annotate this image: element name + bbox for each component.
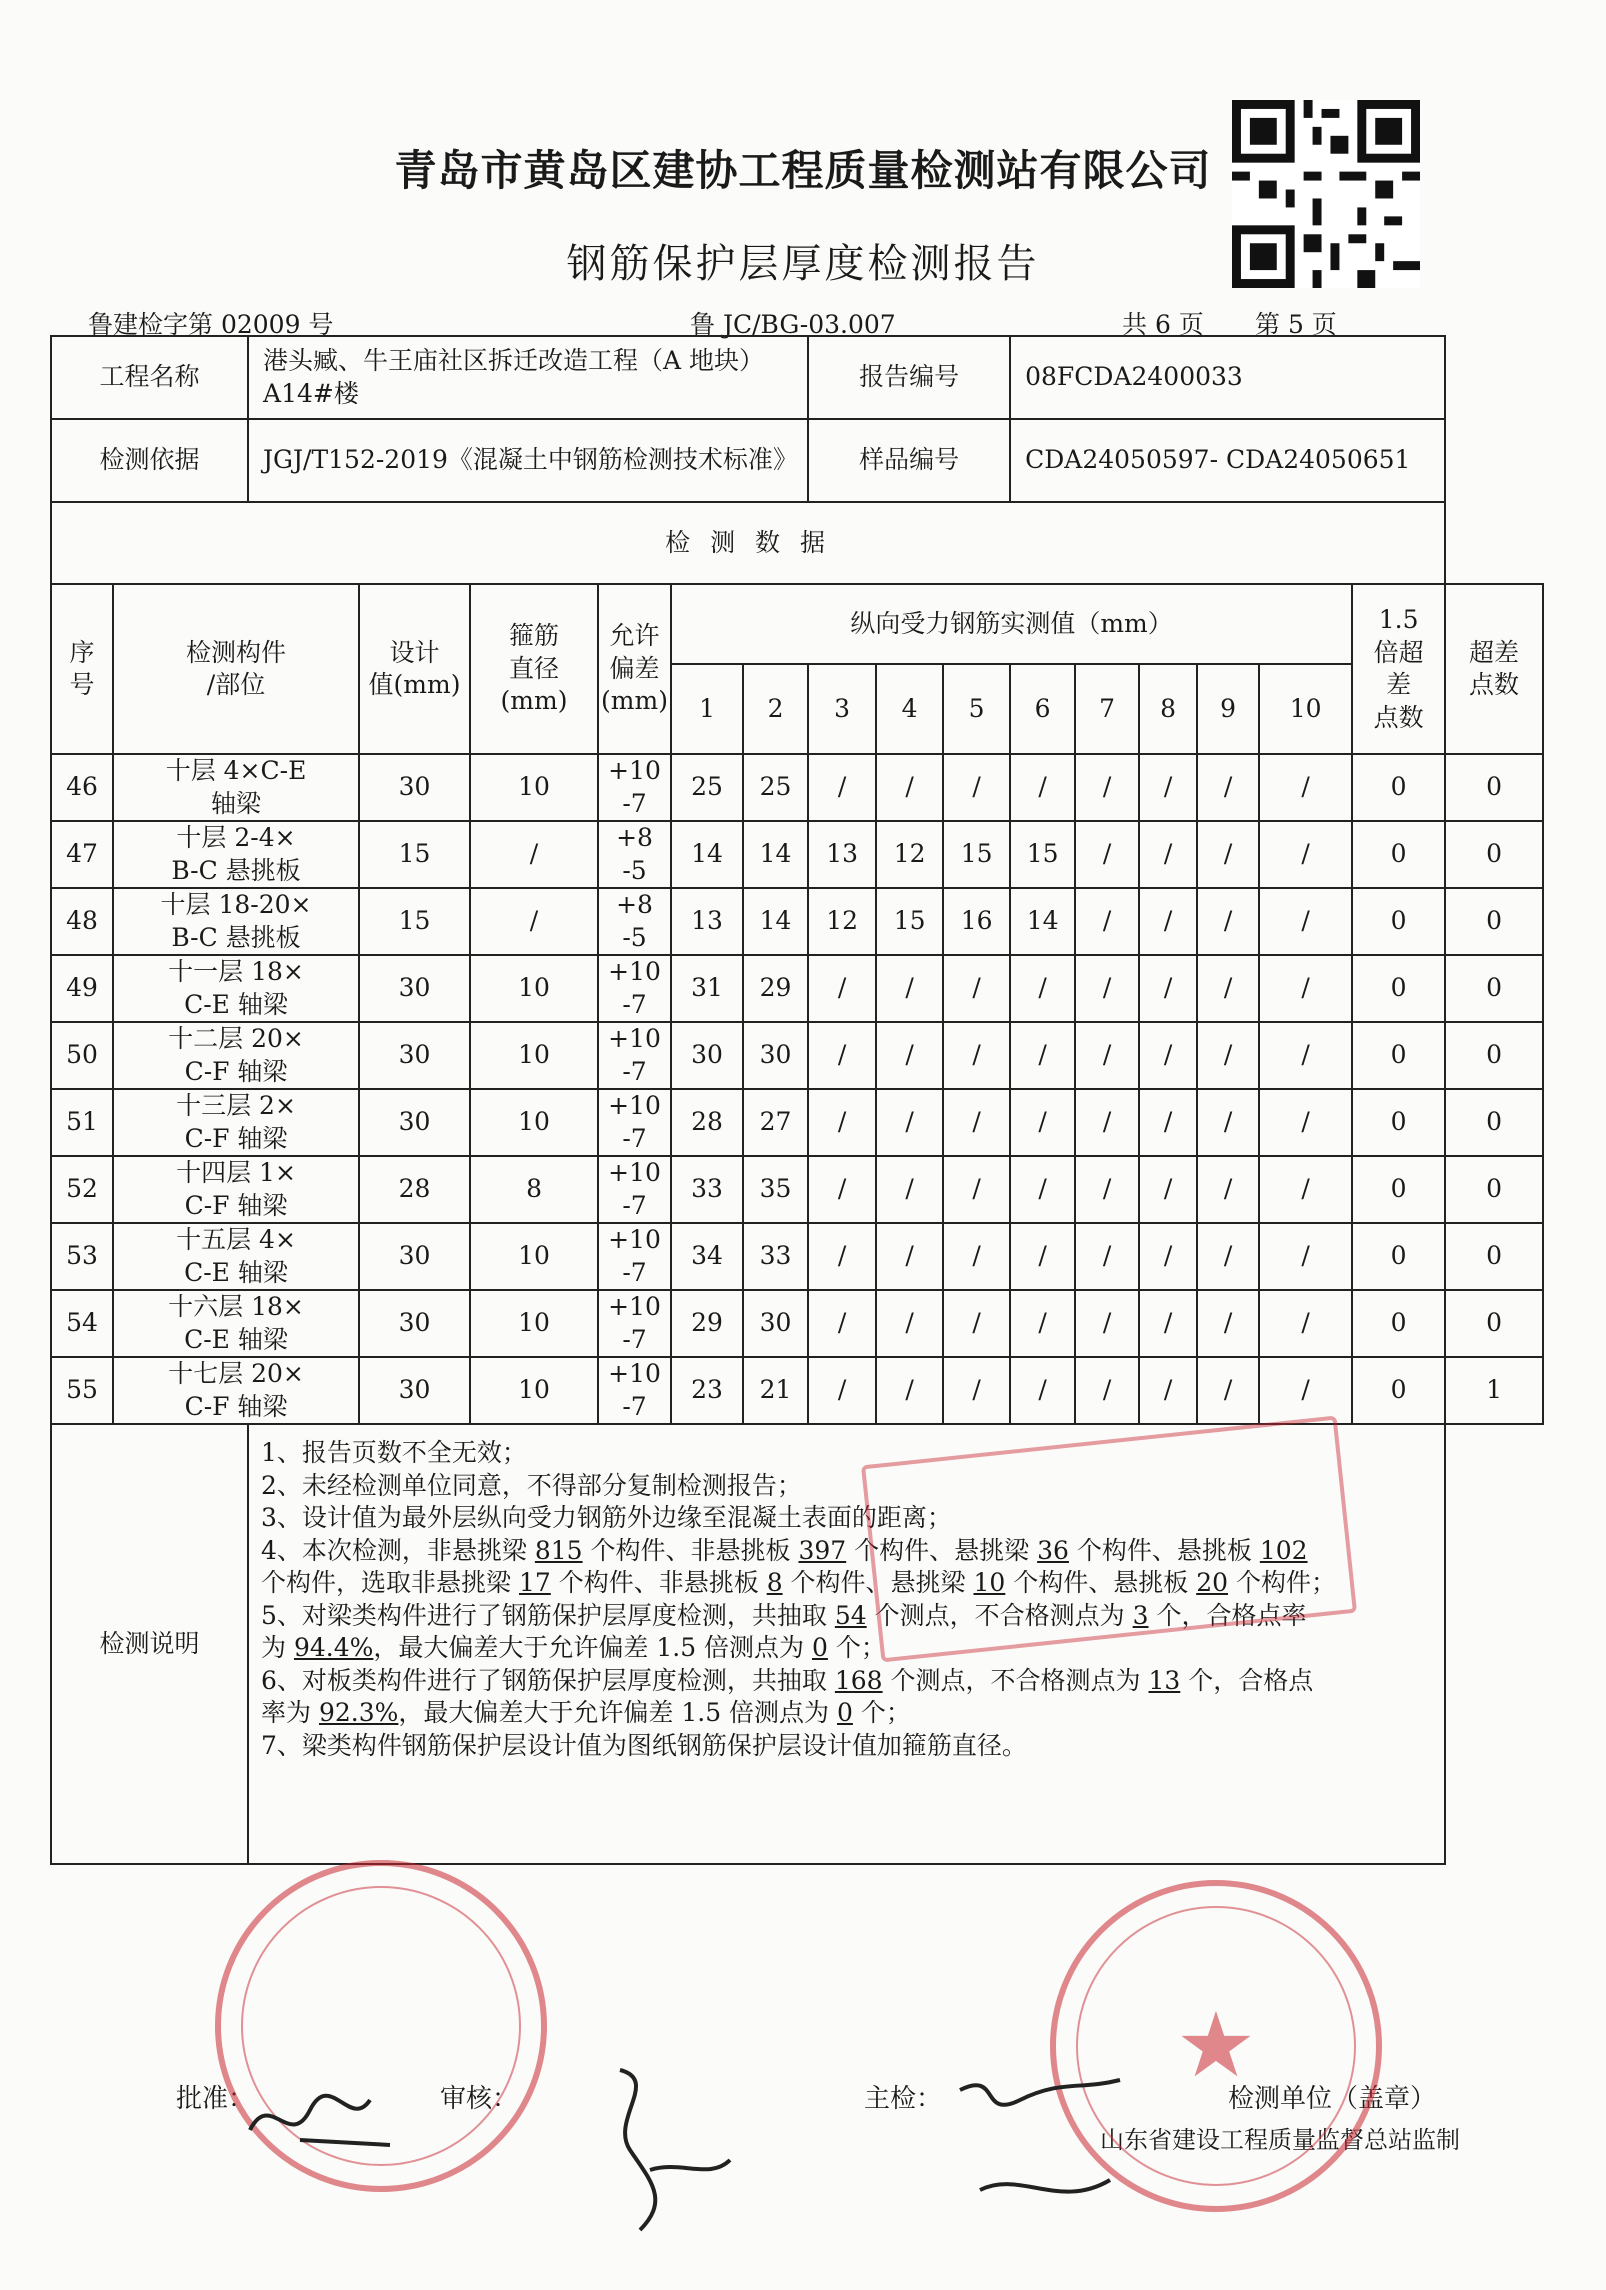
cell-measured: 30 (671, 1022, 743, 1089)
project-row (51, 336, 1543, 419)
cell-tolerance: +10 -7 (598, 1357, 671, 1424)
project-value: 港头臧、牛王庙社区拆迁改造工程（A 地块）A14#楼 (248, 336, 808, 419)
report-no-label: 报告编号 (808, 336, 1010, 419)
cell-measured: / (1010, 1022, 1075, 1089)
cell-seq: 54 (51, 1290, 113, 1357)
page-total: 共 6 页 (1122, 310, 1204, 339)
note-6: 6、对板类构件进行了钢筋保护层厚度检测，共抽取 168 个测点，不合格测点为 13 个，合格点 (261, 1665, 1314, 1695)
cell-measured: 25 (743, 754, 808, 821)
cell-measured: 14 (671, 821, 743, 888)
basis-row (51, 419, 1543, 502)
cell-member: 十三层 2× C-F 轴梁 (113, 1089, 359, 1156)
cell-measured: / (1197, 1357, 1259, 1424)
cell-measured: / (1075, 955, 1139, 1022)
cell-measured: / (876, 1290, 943, 1357)
cell-stirrup: 10 (470, 1290, 598, 1357)
unit-label: 检测单位（盖章） (1228, 2084, 1437, 2114)
col-num: 2 (743, 664, 808, 754)
cell-measured: / (808, 1156, 876, 1223)
cell-member: 十二层 20× C-F 轴梁 (113, 1022, 359, 1089)
cell-measured: / (1259, 1357, 1352, 1424)
col-num: 10 (1259, 664, 1352, 754)
cell-measured: / (1139, 955, 1197, 1022)
cell-member: 十五层 4× C-E 轴梁 (113, 1223, 359, 1290)
cell-measured: 30 (743, 1290, 808, 1357)
cell-member: 十七层 20× C-F 轴梁 (113, 1357, 359, 1424)
cell-measured: / (1139, 1089, 1197, 1156)
cell-measured: / (1259, 1156, 1352, 1223)
basis-value: JGJ/T152-2019《混凝土中钢筋检测技术标准》 (248, 419, 808, 502)
cell-measured: / (943, 1089, 1010, 1156)
cell-over15: 0 (1352, 1022, 1445, 1089)
col-num: 5 (943, 664, 1010, 754)
section-title: 检 测 数 据 (51, 502, 1445, 584)
cell-tolerance: +10 -7 (598, 1089, 671, 1156)
cell-measured: / (1075, 1290, 1139, 1357)
cell-seq: 53 (51, 1223, 113, 1290)
note-5: 5、对梁类构件进行了钢筋保护层厚度检测，共抽取 54 个测点，不合格测点为 3 个，合格点率 (261, 1600, 1307, 1630)
cell-over15: 0 (1352, 1357, 1445, 1424)
cell-over15: 0 (1352, 1223, 1445, 1290)
cell-design: 30 (359, 1022, 470, 1089)
cell-stirrup: 10 (470, 1089, 598, 1156)
cell-stirrup: 10 (470, 754, 598, 821)
qr-code-icon (1232, 100, 1420, 288)
cell-measured: / (1010, 1156, 1075, 1223)
cell-measured: / (1259, 1089, 1352, 1156)
report-no-value: 08FCDA2400033 (1010, 336, 1445, 419)
table-row (51, 1357, 1543, 1424)
cell-measured: / (1010, 955, 1075, 1022)
cell-measured: / (1197, 754, 1259, 821)
cell-measured: / (1197, 955, 1259, 1022)
page-current: 第 5 页 (1255, 310, 1337, 339)
note-4b: 个构件，选取非悬挑梁 17 个构件、非悬挑板 8 个构件、悬挑梁 10 个构件、悬挑板 20 个构件； (261, 1568, 1336, 1597)
cell-measured: / (1259, 1022, 1352, 1089)
cell-stirrup: 10 (470, 1022, 598, 1089)
cell-over: 0 (1445, 821, 1543, 888)
cell-member: 十一层 18× C-E 轴梁 (113, 955, 359, 1022)
cell-measured: / (876, 1089, 943, 1156)
col-seq: 序 号 (51, 584, 113, 754)
checker-signature (940, 2060, 1140, 2220)
cell-over15: 0 (1352, 888, 1445, 955)
cell-member: 十六层 18× C-E 轴梁 (113, 1290, 359, 1357)
cell-member: 十层 4×C-E 轴梁 (113, 754, 359, 821)
cell-tolerance: +10 -7 (598, 1022, 671, 1089)
license-number: 鲁建检字第 02009 号 (88, 310, 334, 339)
cell-measured: / (1010, 1223, 1075, 1290)
cell-over: 0 (1445, 1022, 1543, 1089)
cell-design: 30 (359, 1223, 470, 1290)
approver-signature (240, 2070, 440, 2160)
col-stirrup: 箍筋 直径 (mm) (470, 584, 598, 754)
cell-design: 30 (359, 955, 470, 1022)
cell-measured: / (943, 754, 1010, 821)
cell-measured: / (1139, 1022, 1197, 1089)
cell-measured: / (1075, 1089, 1139, 1156)
cell-measured: / (1259, 1290, 1352, 1357)
cell-stirrup: / (470, 821, 598, 888)
table-row (51, 1156, 1543, 1223)
notes-label: 检测说明 (51, 1424, 248, 1864)
cell-measured: / (876, 955, 943, 1022)
col-measured: 纵向受力钢筋实测值（mm） (671, 584, 1352, 664)
cell-over: 0 (1445, 1290, 1543, 1357)
note-1: 1、报告页数不全无效； (261, 1438, 527, 1467)
cell-seq: 49 (51, 955, 113, 1022)
company-name: 青岛市黄岛区建协工程质量检测站有限公司 (394, 146, 1212, 195)
cell-measured: / (1075, 821, 1139, 888)
cell-design: 28 (359, 1156, 470, 1223)
cell-measured: 23 (671, 1357, 743, 1424)
review-label: 审核： (440, 2084, 519, 2114)
cell-seq: 46 (51, 754, 113, 821)
note-3: 3、设计值为最外层纵向受力钢筋外边缘至混凝土表面的距离； (261, 1503, 952, 1532)
cell-member: 十层 2-4× B-C 悬挑板 (113, 821, 359, 888)
cell-measured: / (1075, 754, 1139, 821)
table-row (51, 888, 1543, 955)
cell-measured: / (1197, 1089, 1259, 1156)
col-num: 7 (1075, 664, 1139, 754)
cell-measured: / (1075, 1223, 1139, 1290)
cell-design: 30 (359, 1089, 470, 1156)
col-over: 超差 点数 (1445, 584, 1543, 754)
cell-over15: 0 (1352, 754, 1445, 821)
sample-no-label: 样品编号 (808, 419, 1010, 502)
cell-design: 15 (359, 888, 470, 955)
cell-measured: / (1139, 754, 1197, 821)
cell-measured: / (1259, 1223, 1352, 1290)
cell-measured: / (1139, 1156, 1197, 1223)
cell-tolerance: +10 -7 (598, 754, 671, 821)
cell-design: 15 (359, 821, 470, 888)
cell-stirrup: 8 (470, 1156, 598, 1223)
cell-over: 0 (1445, 1156, 1543, 1223)
cell-measured: / (876, 1223, 943, 1290)
cell-tolerance: +10 -7 (598, 955, 671, 1022)
cell-measured: / (1259, 754, 1352, 821)
report-title: 钢筋保护层厚度检测报告 (566, 241, 1040, 287)
cell-seq: 51 (51, 1089, 113, 1156)
table-row (51, 821, 1543, 888)
table-row (51, 1089, 1543, 1156)
cell-measured: / (1010, 1357, 1075, 1424)
cell-measured: / (1010, 754, 1075, 821)
cell-measured: 25 (671, 754, 743, 821)
cell-measured: / (1197, 1022, 1259, 1089)
col-num: 9 (1197, 664, 1259, 754)
cell-over: 1 (1445, 1357, 1543, 1424)
cell-measured: / (943, 1223, 1010, 1290)
table-row (51, 1022, 1543, 1089)
cell-tolerance: +10 -7 (598, 1290, 671, 1357)
cell-measured: / (808, 1089, 876, 1156)
cell-tolerance: +8 -5 (598, 888, 671, 955)
cell-measured: / (1139, 821, 1197, 888)
cell-measured: 33 (671, 1156, 743, 1223)
project-label: 工程名称 (51, 336, 248, 419)
col-tolerance: 允许 偏差 (mm) (598, 584, 671, 754)
cell-measured: / (1259, 888, 1352, 955)
cell-measured: / (808, 1290, 876, 1357)
note-2: 2、未经检测单位同意，不得部分复制检测报告； (261, 1470, 802, 1500)
station-name: 山东省建设工程质量监督总站监制 (1100, 2126, 1460, 2154)
col-num: 4 (876, 664, 943, 754)
cell-over: 0 (1445, 888, 1543, 955)
cell-over15: 0 (1352, 1089, 1445, 1156)
note-6b: 率为 92.3%，最大偏差大于允许偏差 1.5 倍测点为 0 个； (261, 1698, 911, 1727)
cell-measured: / (1075, 888, 1139, 955)
table-row (51, 1223, 1543, 1290)
cell-measured: / (808, 1357, 876, 1424)
cell-measured: / (1139, 1290, 1197, 1357)
cell-measured: 31 (671, 955, 743, 1022)
col-design: 设计 值(mm) (359, 584, 470, 754)
cell-over: 0 (1445, 955, 1543, 1022)
cell-measured: / (876, 754, 943, 821)
col-num: 3 (808, 664, 876, 754)
cell-measured: / (1075, 1357, 1139, 1424)
cell-tolerance: +10 -7 (598, 1223, 671, 1290)
cell-measured: / (943, 1357, 1010, 1424)
cell-seq: 52 (51, 1156, 113, 1223)
cell-over15: 0 (1352, 1290, 1445, 1357)
document-code: 鲁 JC/BG-03.007 (690, 310, 896, 339)
reviewer-signature (590, 2060, 750, 2260)
approve-label: 批准： (176, 2084, 255, 2114)
cell-measured: 30 (743, 1022, 808, 1089)
cell-measured: / (1197, 1223, 1259, 1290)
cell-design: 30 (359, 754, 470, 821)
cell-measured: 29 (743, 955, 808, 1022)
cell-measured: 34 (671, 1223, 743, 1290)
cell-design: 30 (359, 1290, 470, 1357)
cell-measured: / (943, 955, 1010, 1022)
cell-measured: 15 (876, 888, 943, 955)
cell-measured: 35 (743, 1156, 808, 1223)
cell-measured: 33 (743, 1223, 808, 1290)
cell-measured: / (808, 1022, 876, 1089)
cell-stirrup: 10 (470, 1357, 598, 1424)
col-num: 1 (671, 664, 743, 754)
cell-member: 十四层 1× C-F 轴梁 (113, 1156, 359, 1223)
cell-measured: 21 (743, 1357, 808, 1424)
cell-measured: / (808, 1223, 876, 1290)
cell-measured: 14 (1010, 888, 1075, 955)
cell-member: 十层 18-20× B-C 悬挑板 (113, 888, 359, 955)
cell-seq: 55 (51, 1357, 113, 1424)
note-5b: 为 94.4%，最大偏差大于允许偏差 1.5 倍测点为 0 个； (261, 1633, 886, 1662)
cell-measured: / (1259, 955, 1352, 1022)
report-table (50, 335, 1544, 1865)
col-num: 8 (1139, 664, 1197, 754)
cell-measured: 13 (671, 888, 743, 955)
cell-measured: 14 (743, 888, 808, 955)
cell-measured: / (808, 754, 876, 821)
cell-measured: / (943, 1022, 1010, 1089)
table-row (51, 955, 1543, 1022)
cell-measured: 12 (808, 888, 876, 955)
basis-label: 检测依据 (51, 419, 248, 502)
cell-measured: 12 (876, 821, 943, 888)
col-num: 6 (1010, 664, 1075, 754)
table-row (51, 1290, 1543, 1357)
cell-stirrup: 10 (470, 1223, 598, 1290)
cell-over: 0 (1445, 1089, 1543, 1156)
cell-measured: 13 (808, 821, 876, 888)
cell-seq: 47 (51, 821, 113, 888)
cell-measured: 15 (1010, 821, 1075, 888)
cell-over15: 0 (1352, 955, 1445, 1022)
cell-measured: / (876, 1022, 943, 1089)
star-icon: ★ (1175, 1993, 1257, 2098)
col-over15: 1.5 倍超 差 点数 (1352, 584, 1445, 754)
cell-measured: 14 (743, 821, 808, 888)
note-7: 7、梁类构件钢筋保护层设计值为图纸钢筋保护层设计值加箍筋直径。 (261, 1730, 1027, 1760)
cell-over: 0 (1445, 1223, 1543, 1290)
cell-measured: / (876, 1156, 943, 1223)
cell-measured: 29 (671, 1290, 743, 1357)
cell-measured: 27 (743, 1089, 808, 1156)
cell-over15: 0 (1352, 1156, 1445, 1223)
cell-measured: / (1010, 1290, 1075, 1357)
cell-over: 0 (1445, 754, 1543, 821)
cell-measured: / (1010, 1089, 1075, 1156)
col-member: 检测构件 /部位 (113, 584, 359, 754)
cell-measured: / (1139, 1357, 1197, 1424)
cell-measured: / (943, 1290, 1010, 1357)
cell-measured: / (1139, 888, 1197, 955)
sample-no-value: CDA24050597- CDA24050651 (1010, 419, 1445, 502)
cell-measured: / (1197, 821, 1259, 888)
cell-seq: 48 (51, 888, 113, 955)
cell-measured: / (1197, 1156, 1259, 1223)
cell-measured: / (1197, 888, 1259, 955)
cell-seq: 50 (51, 1022, 113, 1089)
cell-measured: / (876, 1357, 943, 1424)
cell-measured: / (1259, 821, 1352, 888)
cell-measured: 16 (943, 888, 1010, 955)
cell-stirrup: 10 (470, 955, 598, 1022)
cell-stirrup: / (470, 888, 598, 955)
cell-over15: 0 (1352, 821, 1445, 888)
cell-measured: / (1197, 1290, 1259, 1357)
cell-measured: / (943, 1156, 1010, 1223)
cell-measured: / (1075, 1022, 1139, 1089)
cell-design: 30 (359, 1357, 470, 1424)
table-row (51, 754, 1543, 821)
cell-measured: 15 (943, 821, 1010, 888)
cell-measured: 28 (671, 1089, 743, 1156)
cell-measured: / (1075, 1156, 1139, 1223)
cell-measured: / (1139, 1223, 1197, 1290)
cell-tolerance: +10 -7 (598, 1156, 671, 1223)
cell-measured: / (808, 955, 876, 1022)
note-4: 4、本次检测，非悬挑梁 815 个构件、非悬挑板 397 个构件、悬挑梁 36 个构件、悬挑板 102 (261, 1535, 1308, 1565)
checker-label: 主检： (864, 2084, 943, 2114)
cell-tolerance: +8 -5 (598, 821, 671, 888)
